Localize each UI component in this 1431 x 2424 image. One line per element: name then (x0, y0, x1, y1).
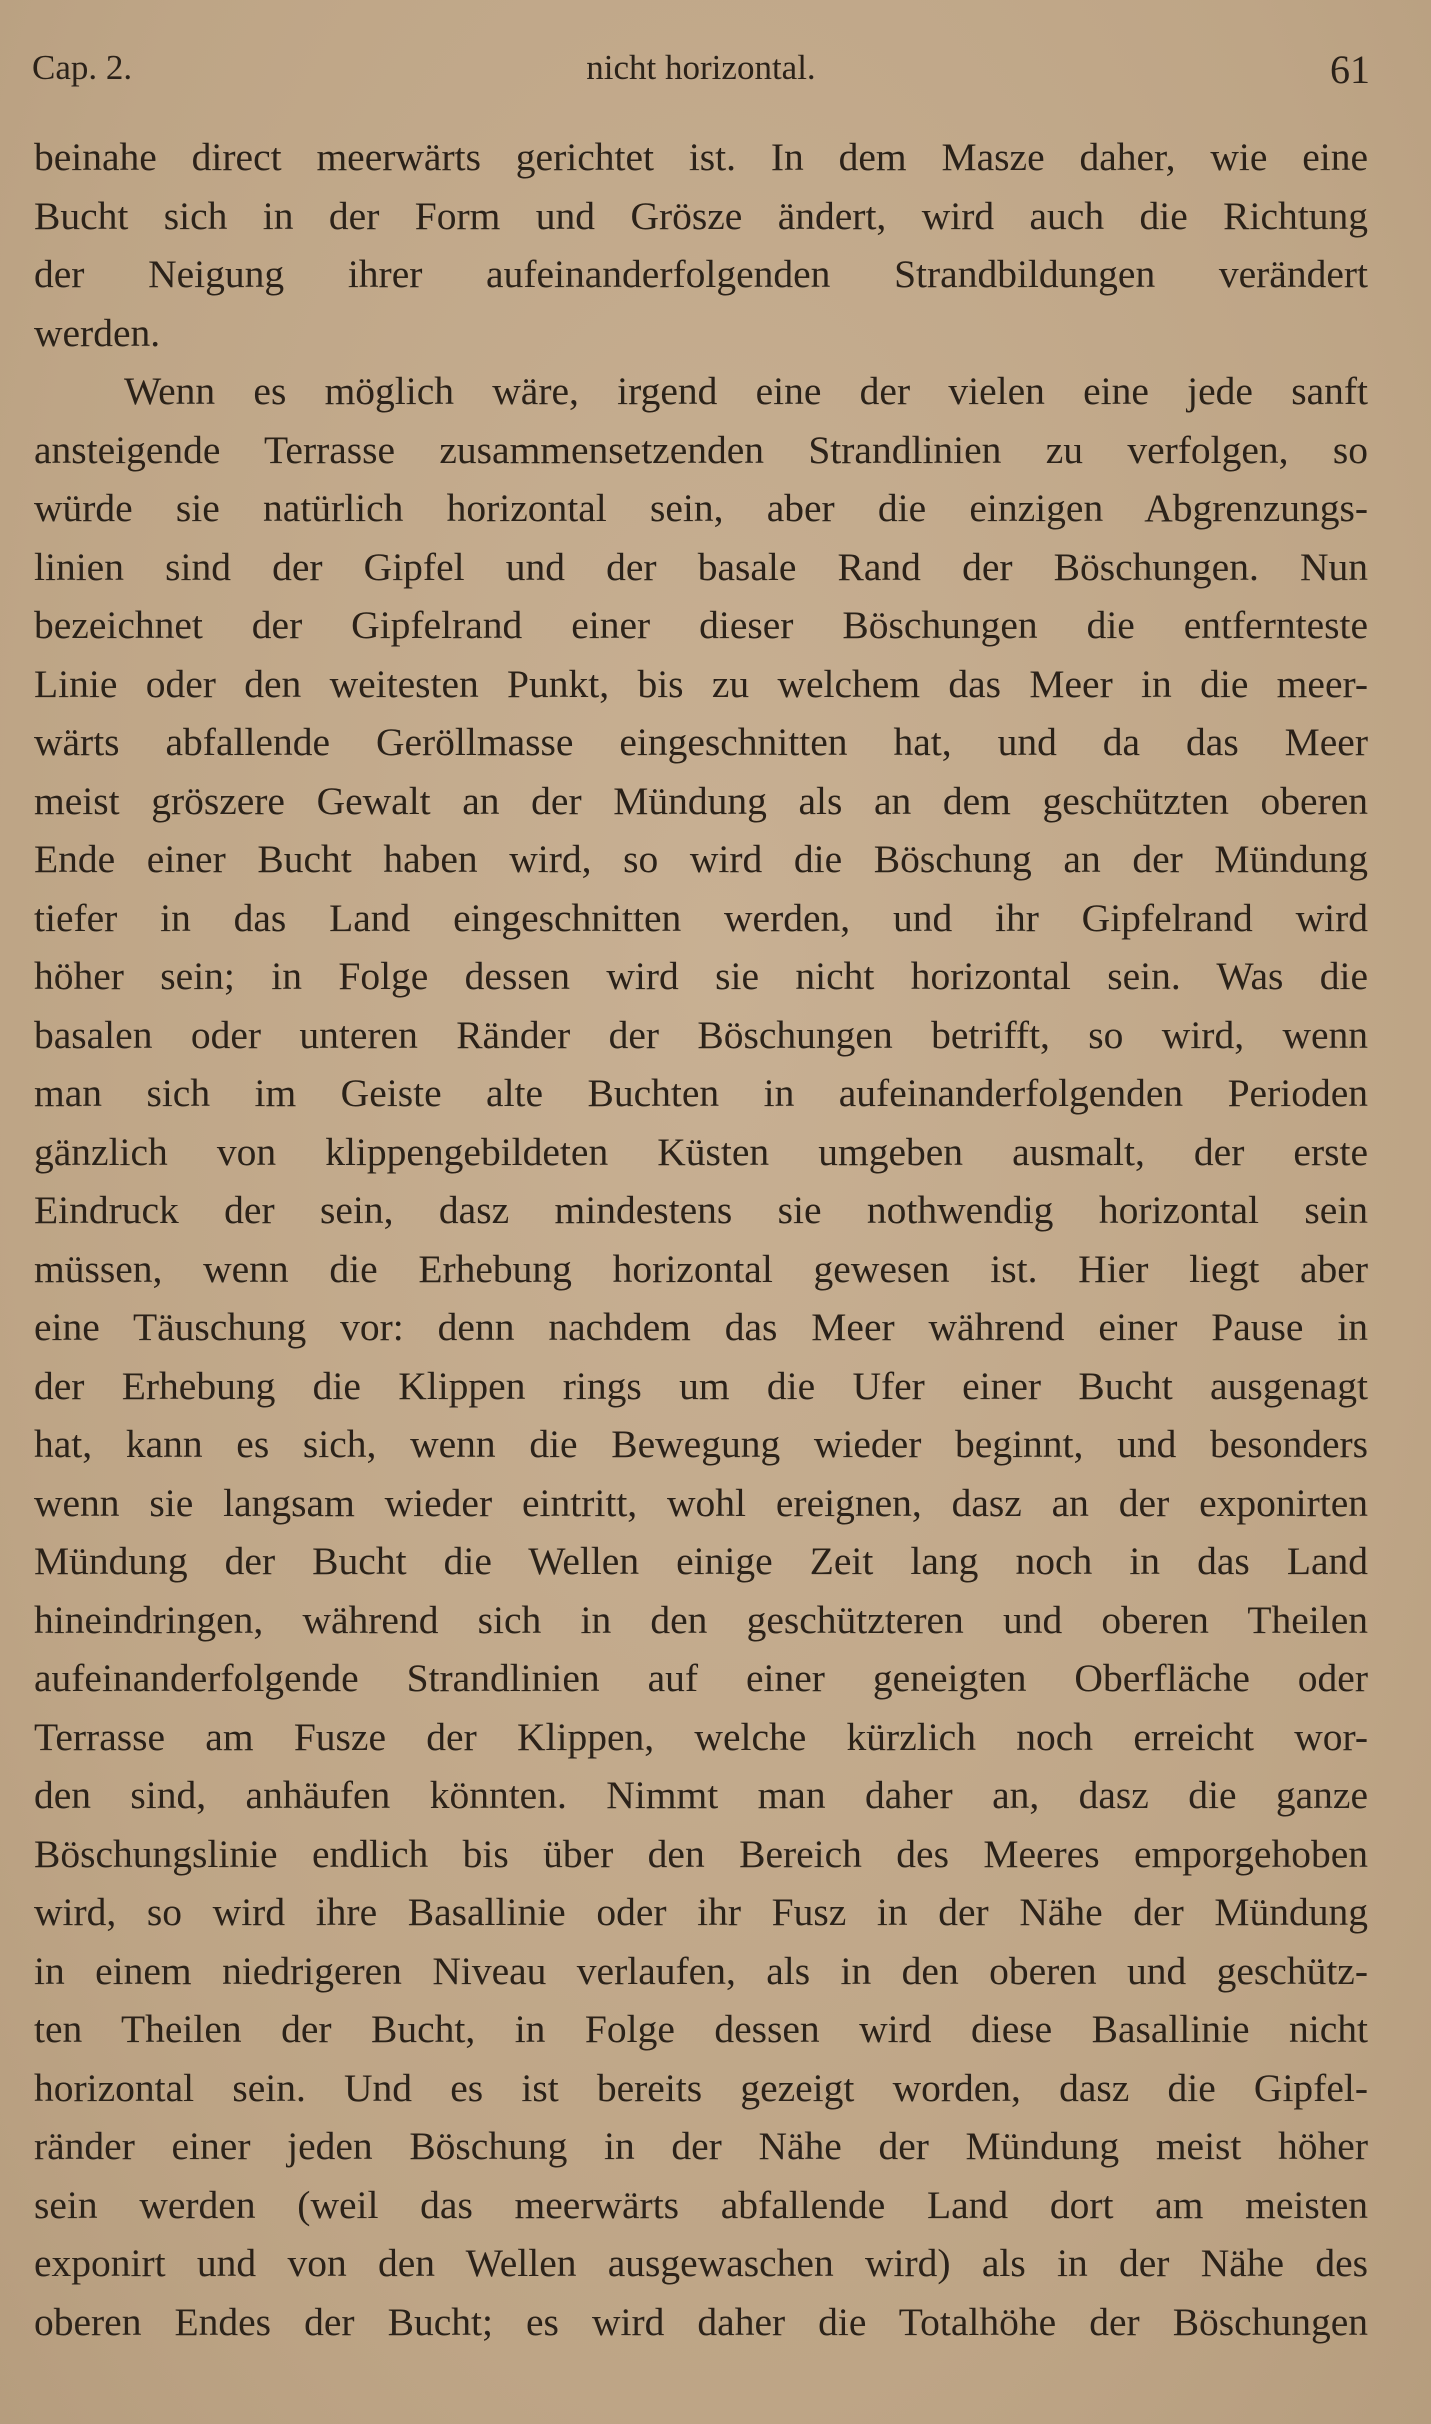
text-line: horizontal sein. Und es ist bereits gezeigt worden, dasz die Gipfel- (34, 2065, 1368, 2110)
text-line: gänzlich von klippengebildeten Küsten umgeben ausmalt, der erste (34, 1129, 1368, 1174)
text-line: wird, so wird ihre Basallinie oder ihr Fusz in der Nähe der Mündung (34, 1890, 1368, 1934)
text-line: basalen oder unteren Ränder der Böschungen betrifft, so wird, wenn (34, 1012, 1368, 1057)
text-line: hineindringen, während sich in den geschützteren und oberen Theilen (34, 1597, 1368, 1642)
text-line: bezeichnet der Gipfelrand einer dieser Böschungen die entfernteste (34, 603, 1368, 647)
text-line: den sind, anhäufen könnten. Nimmt man daher an, dasz die ganze (34, 1773, 1368, 1817)
text-line: werden. (34, 310, 161, 355)
text-line: Bucht sich in der Form und Grösze ändert, wird auch die Richtung (34, 193, 1368, 238)
text-line: höher sein; in Folge dessen wird sie nicht horizontal sein. Was die (34, 954, 1368, 998)
text-line: der Erhebung die Klippen rings um die Ufer einer Bucht ausgenagt (34, 1363, 1368, 1408)
chapter-label: Cap. 2. (32, 48, 133, 87)
running-head (32, 40, 1370, 96)
text-line: Terrasse am Fusze der Klippen, welche kürzlich noch erreicht wor- (34, 1714, 1368, 1759)
page-number: 61 (1330, 47, 1370, 92)
text-line: eine Täuschung vor: denn nachdem das Meer während einer Pause in (34, 1305, 1368, 1349)
text-line: Wenn es möglich wäre, irgend eine der vielen eine jede sanft (124, 369, 1368, 413)
text-line: ansteigende Terrasse zusammensetzenden Strandlinien zu verfolgen, so (34, 427, 1368, 472)
text-line: wärts abfallende Geröllmasse eingeschnitten hat, und da das Meer (34, 720, 1368, 764)
text-line: linien sind der Gipfel und der basale Rand der Böschungen. Nun (34, 544, 1368, 589)
text-line: exponirt und von den Wellen ausgewaschen wird) als in der Nähe des (34, 2241, 1368, 2285)
text-line: hat, kann es sich, wenn die Bewegung wieder beginnt, und besonders (34, 1422, 1368, 1466)
text-line: würde sie natürlich horizontal sein, aber die einzigen Abgrenzungs- (34, 486, 1368, 530)
text-line: aufeinanderfolgende Strandlinien auf einer geneigten Oberfläche oder (34, 1656, 1368, 1700)
body-text (34, 128, 1368, 2351)
text-line: meist gröszere Gewalt an der Mündung als an dem geschützten oberen (34, 778, 1368, 823)
text-line: ränder einer jeden Böschung in der Nähe der Mündung meist höher (34, 2124, 1368, 2168)
text-line: der Neigung ihrer aufeinanderfolgenden Strandbildungen verändert (34, 252, 1368, 296)
text-line: Böschungslinie endlich bis über den Bereich des Meeres emporgehoben (34, 1831, 1368, 1876)
running-title: nicht horizontal. (586, 48, 816, 87)
text-line: oberen Endes der Bucht; es wird daher die Totalhöhe der Böschungen (34, 2299, 1368, 2344)
text-line: müssen, wenn die Erhebung horizontal gewesen ist. Hier liegt aber (34, 1246, 1368, 1291)
text-line: Mündung der Bucht die Wellen einige Zeit lang noch in das Land (34, 1539, 1368, 1583)
text-line: man sich im Geiste alte Buchten in aufeinanderfolgenden Perioden (34, 1071, 1368, 1115)
text-line: ten Theilen der Bucht, in Folge dessen wird diese Basallinie nicht (34, 2007, 1368, 2051)
text-line: sein werden (weil das meerwärts abfallende Land dort am meisten (34, 2182, 1368, 2227)
text-line: in einem niedrigeren Niveau verlaufen, als in den oberen und geschütz- (34, 1948, 1368, 1993)
text-line: Eindruck der sein, dasz mindestens sie nothwendig horizontal sein (34, 1188, 1368, 1232)
text-line: Ende einer Bucht haben wird, so wird die Böschung an der Mündung (34, 837, 1368, 881)
text-line: Linie oder den weitesten Punkt, bis zu welchem das Meer in die meer- (34, 661, 1368, 706)
text-line: beinahe direct meerwärts gerichtet ist. In dem Masze daher, wie eine (34, 135, 1368, 179)
text-line: tiefer in das Land eingeschnitten werden, und ihr Gipfelrand wird (34, 895, 1368, 940)
text-line: wenn sie langsam wieder eintritt, wohl ereignen, dasz an der exponirten (34, 1480, 1368, 1525)
